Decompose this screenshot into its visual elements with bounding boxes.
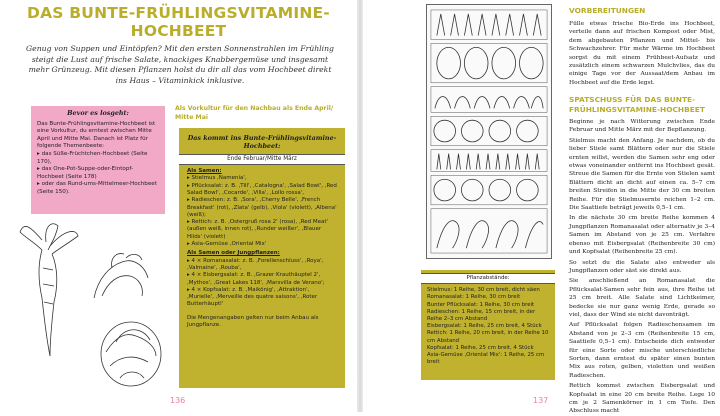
table-row: Bunter Pflücksalat: 1 Reihe, 30 cm breit <box>427 301 535 308</box>
spacing-table <box>421 270 555 380</box>
paragraph: In die nächste 30 cm breite Reihe kommen 4 Jungpflanzen Romanasalat oder alternativ je 3–4 Samen im Abstand von je 25 cm. Verfahre ebenso mit Eisbergsalat (Reihenbreite 30 cm) und Kopfsalat (Reihenbreite 25 cm). <box>569 215 715 256</box>
plants-list <box>187 258 337 309</box>
planting-box-footer: Die Mengenangaben gelten nur beim Anbau als Jungpflanze. <box>187 314 319 329</box>
info-box-list <box>37 151 159 197</box>
list-item: ▸ Pflücksalat: z. B. ‚Till', ‚Catalogna', ‚Salad Bowl', ‚Red Salad Bowl', ‚Cocarde', ‚Villa', ‚Lollo rossa', <box>187 182 337 196</box>
info-box-heading: Bevor es losgeht: <box>67 109 129 117</box>
list-item: ▸ 4 × Kopfsalat: z. B. ‚Maikönig', ‚Attraktion', ‚Murielle', ‚Merveille des quatre saisons', ‚Roter Butterhäuptl' <box>187 286 318 308</box>
list-item: ▸ das One-Pot-Suppe-oder-Eintopf-Hochbeet (Seite 178) <box>37 166 134 180</box>
table-row: Rettich: 1 Reihe, 20 cm breit, in der Reihe 10 cm Abstand <box>427 330 549 344</box>
paragraph: Rettich kommst zwischen Eisbergsalat und Kopfsalat in eine 20 cm breite Reihe. Lege 10 cm je 2 Samenkörner in 1 cm Tiefe. Den Abschluss macht <box>569 383 715 415</box>
info-box-before-start <box>31 106 165 214</box>
table-row: Radieschen: 1 Reihe, 15 cm breit, in der Reihe 2–3 cm Abstand <box>427 308 536 323</box>
intro-text: Genug von Suppen und Eintöpfen? Mit den ersten Sonnenstrahlen im Frühling steigt die Lust auf frische Salate, knackiges Knabbergemüse und insgesamt mehr Grünzeug. Mit diesen Pflanzen holst du dir all das vom Hochbeet direkt ins Haus – Vitaminkick inklusive. <box>26 44 334 85</box>
lettuce-illustration <box>96 312 166 392</box>
info-box-text: Das Bunte-Frühlingsvitamine-Hochbeet ist eine Vorkultur, du erntest zwischen Mitte April und Mitte Mai. Danach ist Platz für folgende Themenbeete: <box>37 120 156 150</box>
paragraph: Auf Pflücksalat folgen Radieschensamen im Abstand von je 2–3 cm (Reihenbreite 15 cm, Saattiefe 0,5–1 cm). Entscheide dich entweder für eine Sorte oder mische unterschiedliche Sorten, dann erntest du später einen bunten Mix aus roten, gelben, violetten und weißen Radieschen. <box>569 322 715 379</box>
page-number-left: 136 <box>170 396 186 405</box>
table-row: Stielmus: 1 Reihe, 30 cm breit, dicht säen <box>427 287 540 294</box>
spacing-table-heading: Pflanzabstände: <box>421 273 555 284</box>
table-row: Asia-Gemüse ‚Oriental Mix': 1 Reihe, 25 cm breit <box>427 352 545 366</box>
list-item: ▸ oder das Rund-ums-Mittelmeer-Hochbeet (Seite 150). <box>37 181 157 195</box>
radish-illustration <box>12 220 94 360</box>
planting-box <box>179 128 345 388</box>
seeds-list <box>187 175 337 248</box>
list-item: ▸ Asia-Gemüse ‚Oriental Mix' <box>187 241 267 248</box>
list-item: ▸ das Süße-Früchtchen-Hochbeet (Seite 170), <box>37 150 148 165</box>
table-row: Kopfsalat: 1 Reihe, 25 cm breit, 4 Stück <box>427 344 534 351</box>
book-gutter <box>357 0 363 412</box>
list-item: ▸ 4 × Romanasalat: z. B. ‚Forellenschluss', ‚Roya', ‚Valmaine', ‚Rouba', <box>187 257 324 271</box>
seeds-title: Als Samen: <box>187 168 222 175</box>
paragraph: Fülle etwas frische Bio-Erde ins Hochbeet, verteile dann auf frischen Kompost oder Mist, dem abgebauten Pflanzen und Mittel- bis Schwachzehrer. Für mehr Wärme im Hochbeet sorgst du mit einem Frühbeet-Aufsatz und zusätzlich einem schwarzen Mulchvlies, das du einige Tage vor der Aussaat/dem Anbau im Hochbeet auf die Erde legst. <box>569 21 715 86</box>
list-item: ▸ 4 × Eisbergsalat: z. B. ‚Grazer Krauthäuptel 2', ‚Mythos', ‚Great Lakes 118', ‚Marsvilla de Verano'; <box>187 272 325 286</box>
paragraph: So setzt du die Salate also entweder als Jungpflanzen oder säst sie direkt aus. <box>569 259 715 274</box>
vegetable-bunch-illustration <box>88 248 152 304</box>
paragraph: Beginne je nach Witterung zwischen Ende Februar und Mitte März mit der Bepflanzung. <box>569 119 715 134</box>
planting-box-date: Ende Februar/Mitte März <box>179 154 345 165</box>
side-heading: Als Vorkultur für den Nachbau als Ende April/ Mitte Mai <box>175 105 334 121</box>
plants-title: Als Samen oder Jungpflanzen: <box>187 250 280 257</box>
paragraph: Sie anschließend an Romanasalat die Pflücksalat-Samen sehr fein aus, ihre Reihe ist 25 cm breit. Alle Salate sind Lichtkeimer, bedecke sie nur ganz wenig Erde, gerade so viel, dass der Wind sie nicht davonträgt. <box>569 278 715 318</box>
bed-plan-illustration <box>426 4 552 259</box>
table-row: Romanasalat: 1 Reihe, 30 cm breit <box>427 294 521 301</box>
list-item: ▸ Rettich: z. B. ‚Ostergruß rosa 2' (rosa), ‚Red Meat' (außen weiß, innen rot), ‚Runder weißer', ‚Blauer Hilds' (violett) <box>187 219 329 240</box>
sowing-text <box>569 118 715 415</box>
sowing-heading: SPATSCHUSS FÜR DAS BUNTE-FRÜHLINGSVITAMINE-HOCHBEET <box>569 95 705 114</box>
prep-heading: VORBEREITUNGEN <box>569 6 646 15</box>
planting-box-heading: Das kommt ins Bunte-Frühlingsvitamine-Hochbeet: <box>187 134 337 151</box>
list-item: ▸ Radieschen: z. B. ‚Sora', ‚Cherry Belle', ‚French Breakfast' (rot), ‚Zlata' (gelb), ‚Viola' (violett), ‚Albena' (weiß); <box>187 197 337 218</box>
page-title: DAS BUNTE-FRÜHLINGSVITAMINE-HOCHBEET <box>27 4 330 40</box>
list-item: ▸ Stielmus ‚Namenia', <box>187 175 247 182</box>
page-number-right: 137 <box>533 396 549 405</box>
spacing-list <box>427 287 549 366</box>
table-row: Eisbergsalat: 1 Reihe, 25 cm breit, 4 Stück <box>427 323 542 330</box>
paragraph: Stielmus macht den Anfang. Je nachdem, ob du lieber Stiele samt Blättern oder nur die Stiele ernten willst, werden die Samen sehr eng oder etwas voneinander entfernt ins Hochbeet gesät. Streue die Samen für die Ernte von Stielen samt Blättern dicht an dicht auf einen ca. 5–7 cm breiten Streifen in die Mitte der 30 cm breiten Reihe. Für die Stielmusernte reichen 1–2 cm. Die Saattiefe beträgt jeweils 0,5–1 cm. <box>569 137 715 212</box>
prep-text <box>569 20 715 89</box>
